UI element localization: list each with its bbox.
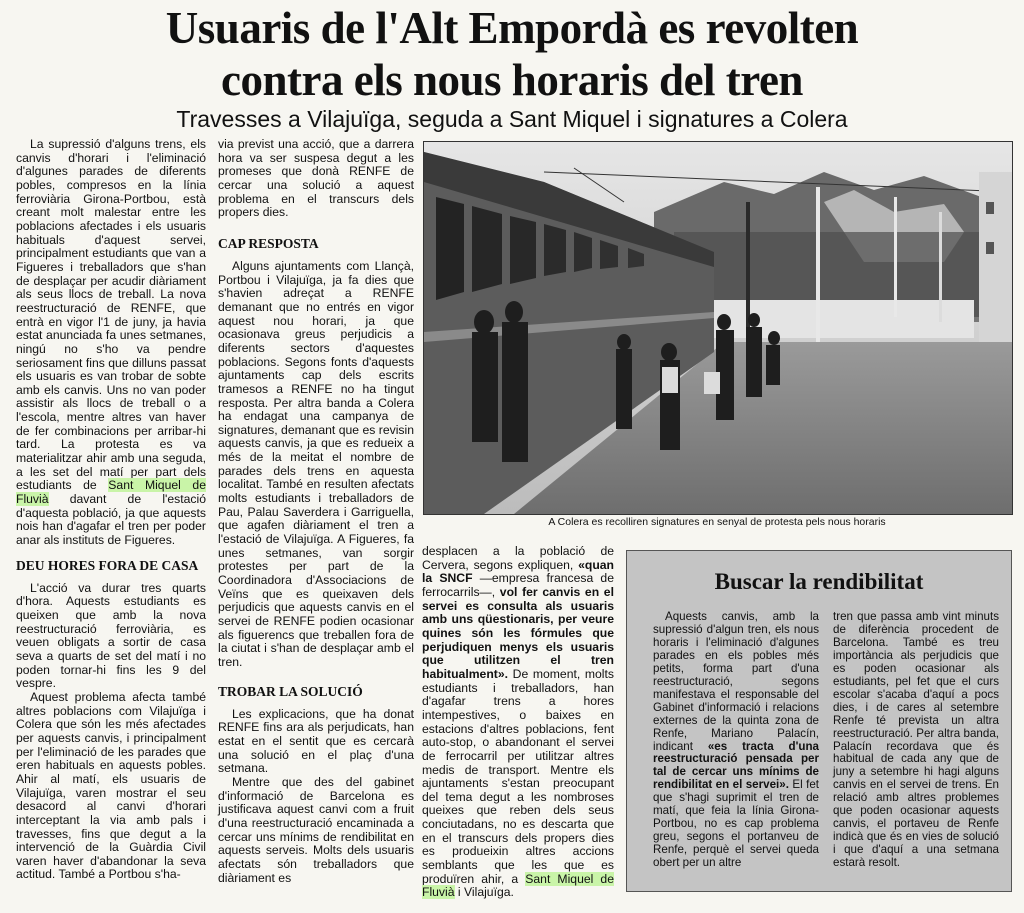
article-column-3 <box>422 545 614 900</box>
sidebar-box <box>626 550 1012 892</box>
sidebar-column-1 <box>653 611 819 870</box>
highlighted-text: Sant Miquel de Fluvià <box>16 478 206 507</box>
section-heading: CAP RESPOSTA <box>218 235 319 251</box>
paragraph: via previst una acció, que a darrera hora va ser suspesa degut a les promeses que donà RENFE de cercar una solució a aquest problema en el transcurs dels propers dies. <box>218 137 414 220</box>
paragraph-text: desplacen a la població de Cervera, segons expliquen, <box>422 544 614 572</box>
bold-text: «quan la SNCF <box>422 557 614 586</box>
paragraph: L'acció va durar tres quarts d'hora. Aquests estudiants es queixen que amb la nova reestructuració ferroviària, es veuen obligats a sortir de casa seva a quarts de set del matí i no poden tornar-hi fins les 9 del vespre. <box>16 580 206 691</box>
article-column-1 <box>16 138 206 882</box>
section-heading: TROBAR LA SOLUCIÓ <box>218 683 363 699</box>
paragraph-text: i Vilajuïga. <box>454 885 514 900</box>
paragraph-text: De moment, molts estudiants i treballadors, han d'agafar trens a hores intempestives, o baixes en estacions d'altres poblacions, fent auto-stop, o abandonant el servei de ferrocarril per utilitzar altres medis de transport. Mentre els ajuntaments s'estan preocupant del tema degut a les nombroses queixes que reben dels seus conciutadans, no es descarta que en el transcurs dels propers dies es produeixin altres accions semblants que les que es produïren ahir, a <box>422 666 614 886</box>
photo-caption: A Colera es recolliren signatures en senyal de protesta pels nous horaris <box>548 516 886 528</box>
paragraph <box>422 545 614 900</box>
paragraph <box>653 611 819 870</box>
section-heading: DEU HORES FORA DE CASA <box>16 557 199 573</box>
headline-line-1: Usuaris de l'Alt Empordà es revolten <box>165 3 859 53</box>
paragraph: Les explicacions, que ha donat RENFE fins ara als perjudicats, han estat en el sentit que es cercarà una solució en el plaç d'una setmana. <box>218 706 414 776</box>
paragraph-text: El fet que s'hagi suprimit el tren de matí, que feia la línia Girona-Portbou, no es cap problema greu, segons el portanveu de Renfe, perquè el servei queda obert per un altre <box>653 778 819 870</box>
train-photo-illustration <box>424 142 1012 514</box>
train-photo <box>423 141 1013 515</box>
paragraph-text: Aquests canvis, amb la supressió d'algun tren, els nous horaris i l'eliminació d'algunes parades en els pobles més petits, forma part d'una reestructuració, segons manifestava el responsable del Gabinet d'informació i relacions externes de la quinta zona de Renfe, Mariano Palacín, indicant <box>653 610 819 753</box>
sidebar-column-2 <box>833 611 999 870</box>
sidebar-title: Buscar la rendibilitat <box>714 569 924 594</box>
article-column-2 <box>218 138 414 885</box>
paragraph-text: davant de l'estació d'aquesta població, ja que aquests nois han d'agafar el tren per poder anar als instituts de Figueres. <box>16 492 206 548</box>
bold-text: vol fer canvis en el servei es consulta als usuaris amb uns qüestionaris, per veure quines són les fórmules que perjudiquen menys els usuaris que utilitzen el tren habitualment». <box>422 584 614 681</box>
headline <box>40 2 984 106</box>
highlighted-text: Sant Miquel de Fluvià <box>422 871 614 900</box>
paragraph: Alguns ajuntaments com Llançà, Portbou i Vilajuïga, ja fa dies que s'havien adreçat a RENFE demanant que no entrés en vigor aquest nou horari, ja que ocasionava greus perjudicis a diferents sectors d'aquestes poblacions. Segons fonts d'aquests ajuntaments cap dels escrits tramesos a RENFE no ha tingut resposta. Per altra banda a Colera ha endagat una campanya de signatures, demanant que es revisin aquests canvis, ja que es redueix a més de la meitat el nombre de parades dels trens en aquesta localitat. També en resulten afectats molts estudiants i treballadors de Pau, Palau Saverdera i Garriguella, que agafen diàriament el tren a l'estació de Vilajuïga. A Figueres, fa unes setmanes, van sorgir protestes per part de la Coordinadora d'Associacions de Veïns que es queixaven dels perjudicis que aquests canvis en el servei de RENFE podien ocasionar als figuerencs que treballen fora de la ciutat i s'han de desplaçar amb el tren. <box>218 258 414 669</box>
paragraph: Aquest problema afecta també altres poblacions com Vilajuïga i Colera que són les més afectades per aquests canvis, i principalment per l'eliminació de les parades que eren habituals en aquests pobles. Ahir al matí, els usuaris de Vilajuïga, varen mostrar el seu desacord al canvi d'horari interceptant la via amb pals i travesses, fins que degut a la intervenció de la Guàrdia Civil varen haver d'abandonar la seva actitud. També a Portbou s'ha- <box>16 689 206 882</box>
paragraph-text: La supressió d'alguns trens, els canvis d'horari i l'eliminació d'algunes parades de diferents pobles, compresos en la línia ferroviària Girona-Portbou, està creant molt malestar entre les poblacions afectades i els usuaris habituals d'aquest servei, principalment estudiants que van a Figueres i treballadors que s'han de desplaçar per acudir diàriament als seus llocs de treball. La nova reestructuració de RENFE, que entrà en vigor l'1 de juny, ja havia estat anunciada fa unes setmanes, ningú no s'ho va pendre seriosament fins que dilluns passat els usuaris es van trobar de sobte amb els canvis. Uns no van poder assistir als llocs de treball o a l'escola, mentre altres van haver de fer combinacions per arribar-hi tard. La protesta es va materialitzar ahir amb una seguda, a les set del matí per part dels estudiants de <box>16 137 206 493</box>
paragraph: tren que passa amb vint minuts de diferència procedent de Barcelona. També es treu importància als perjudicis que es poden ocasionar als estudiants, pel fet que el curs escolar s'acaba d'aquí a pocs dies, i de cares al setembre Renfe té prevista un altra reestructuració. Per altra banda, Palacín recordava que és habitual de cada any que de juny a setembre hi hagi alguns canvis en el servei de trens. En relació amb altres problemes que poden ocasionar aquests canvis, el portaveu de Renfe indicà que és en vies de solució i que d'aquí a una setmana estarà resolt. <box>833 610 999 870</box>
paragraph-text: —empresa francesa de ferrocarrils—, <box>422 571 614 599</box>
paragraph: Mentre que des del gabinet d'informació de Barcelona es justificava aquest canvi com a fruit d'una reestructuració encaminada a cercar uns mínims de rendibilitat en aquests serveis. Molts dels usuaris afectats són treballadors que diàriament es <box>218 774 414 885</box>
subheadline: Travesses a Vilajuïga, seguda a Sant Miquel i signatures a Colera <box>176 106 848 132</box>
paragraph <box>16 138 206 548</box>
headline-line-2: contra els nous horaris del tren <box>221 55 803 105</box>
bold-text: «es tracta d'una reestructuració pensada per tal de cercar uns mínims de rendibilitat en el servei». <box>653 739 819 792</box>
